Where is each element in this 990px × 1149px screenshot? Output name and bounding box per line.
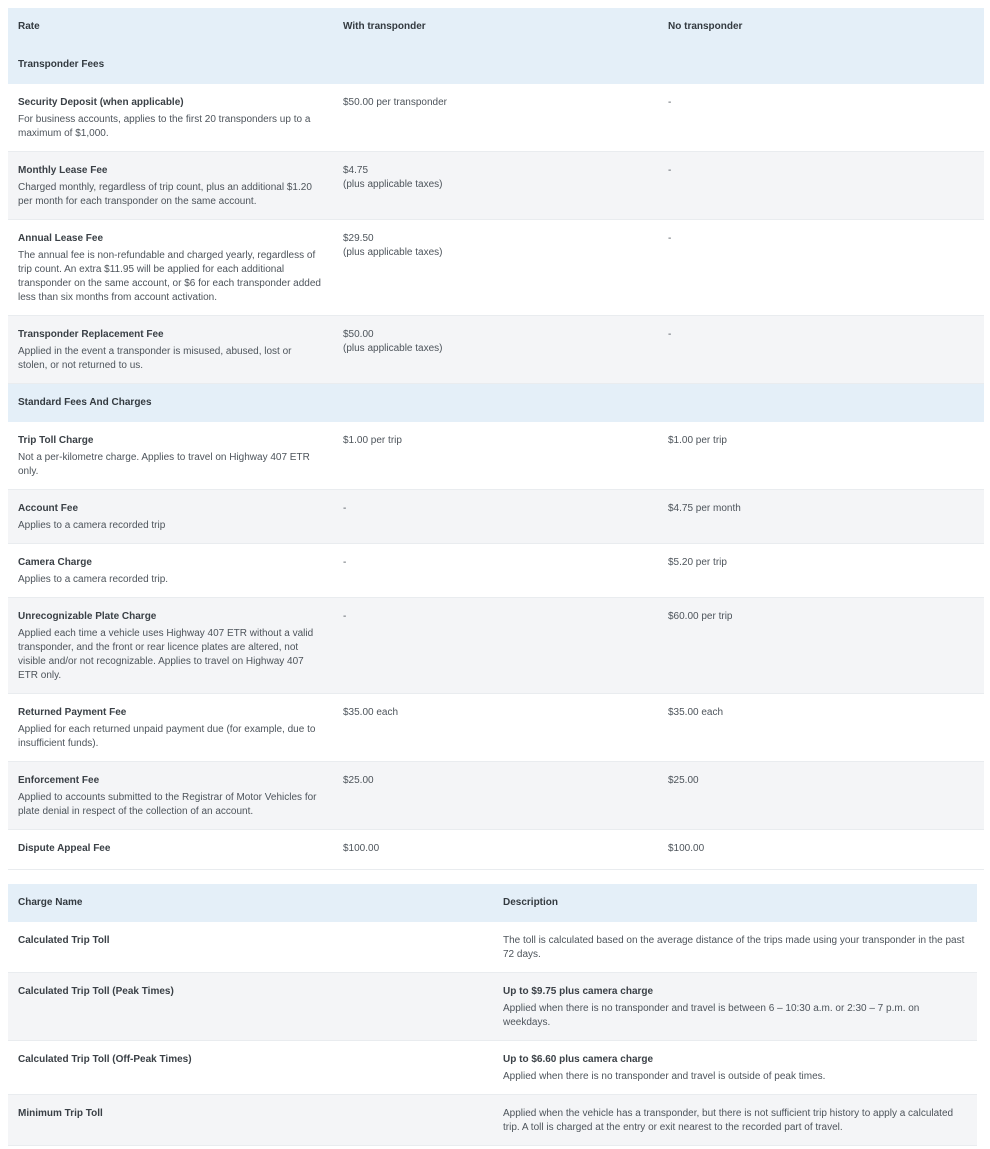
no-transponder-value: $25.00 [668, 775, 699, 786]
with-transponder-value: $29.50 [343, 233, 374, 244]
rate-description: For business accounts, applies to the first 20 transponders up to a maximum of $1,000. [18, 114, 311, 139]
rate-name: Security Deposit (when applicable) [18, 97, 184, 108]
with-transponder-note: (plus applicable taxes) [343, 247, 443, 258]
table-row [8, 922, 977, 973]
no-transponder-value: - [668, 233, 672, 244]
rate-description: Applied to accounts submitted to the Registrar of Motor Vehicles for plate denial in respect of the collection of an account. [18, 792, 317, 817]
with-transponder-value: $25.00 [343, 775, 374, 786]
with-transponder-value: $50.00 per transponder [343, 97, 447, 108]
rate-name: Enforcement Fee [18, 775, 100, 786]
charges-table-body [8, 922, 977, 1146]
table-row [8, 694, 984, 762]
table-row [8, 544, 984, 598]
with-transponder-note: (plus applicable taxes) [343, 343, 443, 354]
with-transponder-value: $35.00 each [343, 707, 399, 718]
rate-name: Transponder Replacement Fee [18, 329, 164, 340]
rate-name: Account Fee [18, 503, 79, 514]
charge-description: Applied when the vehicle has a transponder, but there is not sufficient trip history to apply a calculated trip. A toll is charged at the entry or exit nearest to the recorded part of travel. [503, 1108, 954, 1133]
table-row [8, 316, 984, 384]
rates-table-body [8, 46, 984, 870]
with-transponder-value: - [343, 557, 347, 568]
rate-description: Applies to a camera recorded trip [18, 520, 166, 531]
header-no-transponder: No transponder [658, 8, 984, 46]
charge-amount: Up to $9.75 plus camera charge [503, 986, 654, 997]
rate-name: Annual Lease Fee [18, 233, 104, 244]
no-transponder-value: - [668, 97, 672, 108]
no-transponder-value: - [668, 165, 672, 176]
rate-name: Trip Toll Charge [18, 435, 94, 446]
charge-description: Applied when there is no transponder and travel is outside of peak times. [503, 1071, 826, 1082]
rate-description: Not a per-kilometre charge. Applies to travel on Highway 407 ETR only. [18, 452, 310, 477]
table-row [8, 1095, 977, 1146]
charge-description: Applied when there is no transponder and travel is between 6 – 10:30 a.m. or 2:30 – 7 p.m. on weekdays. [503, 1003, 920, 1028]
table-row [8, 490, 984, 544]
table-row [8, 422, 984, 490]
rate-description: The annual fee is non-refundable and charged yearly, regardless of trip count. An extra $11.95 will be applied for each additional transponder on the same account, or $6 for each transponder added less than six months from account activation. [18, 250, 321, 303]
header-description: Description [493, 884, 977, 922]
with-transponder-value: - [343, 503, 347, 514]
table-row [8, 830, 984, 870]
with-transponder-value: $50.00 [343, 329, 374, 340]
no-transponder-value: - [668, 329, 672, 340]
no-transponder-value: $100.00 [668, 843, 705, 854]
charge-description: The toll is calculated based on the average distance of the trips made using your transponder in the past 72 days. [503, 935, 965, 960]
rate-name: Monthly Lease Fee [18, 165, 108, 176]
rate-name: Returned Payment Fee [18, 707, 127, 718]
header-rate: Rate [8, 8, 333, 46]
rate-description: Charged monthly, regardless of trip count, plus an additional $1.20 per month for each transponder on the same account. [18, 182, 312, 207]
rate-name: Unrecognizable Plate Charge [18, 611, 157, 622]
charge-name: Calculated Trip Toll (Peak Times) [18, 986, 174, 997]
rate-description: Applied each time a vehicle uses Highway 407 ETR without a valid transponder, and the front or rear licence plates are altered, not visible and/or not recognizable. Applies to travel on Highway 407 ETR only. [18, 628, 314, 681]
no-transponder-value: $35.00 each [668, 707, 724, 718]
table-row [8, 973, 977, 1041]
rate-description: Applies to a camera recorded trip. [18, 574, 169, 585]
charge-name: Minimum Trip Toll [18, 1108, 103, 1119]
no-transponder-value: $60.00 per trip [668, 611, 733, 622]
with-transponder-value: - [343, 611, 347, 622]
with-transponder-value: $4.75 [343, 165, 369, 176]
table-row [8, 1041, 977, 1095]
with-transponder-value: $1.00 per trip [343, 435, 402, 446]
table-row [8, 220, 984, 316]
charges-table-header [8, 884, 977, 922]
section-title-standard-fees: Standard Fees And Charges [8, 384, 984, 423]
header-with-transponder: With transponder [333, 8, 658, 46]
rate-name: Camera Charge [18, 557, 92, 568]
charges-table [8, 884, 977, 1146]
header-charge-name: Charge Name [8, 884, 493, 922]
charge-name: Calculated Trip Toll [18, 935, 110, 946]
table-row [8, 152, 984, 220]
table-row [8, 84, 984, 152]
rates-table [8, 8, 984, 870]
rate-name: Dispute Appeal Fee [18, 843, 111, 854]
with-transponder-note: (plus applicable taxes) [343, 179, 443, 190]
charge-name: Calculated Trip Toll (Off-Peak Times) [18, 1054, 192, 1065]
charge-amount: Up to $6.60 plus camera charge [503, 1054, 654, 1065]
with-transponder-value: $100.00 [343, 843, 380, 854]
rate-description: Applied for each returned unpaid payment due (for example, due to insufficient funds). [18, 724, 316, 749]
table-row [8, 598, 984, 694]
section-title-transponder-fees: Transponder Fees [8, 46, 984, 84]
table-row [8, 762, 984, 830]
rates-table-header [8, 8, 984, 46]
no-transponder-value: $5.20 per trip [668, 557, 727, 568]
no-transponder-value: $4.75 per month [668, 503, 741, 514]
no-transponder-value: $1.00 per trip [668, 435, 727, 446]
rate-description: Applied in the event a transponder is misused, abused, lost or stolen, or not returned to us. [18, 346, 292, 371]
